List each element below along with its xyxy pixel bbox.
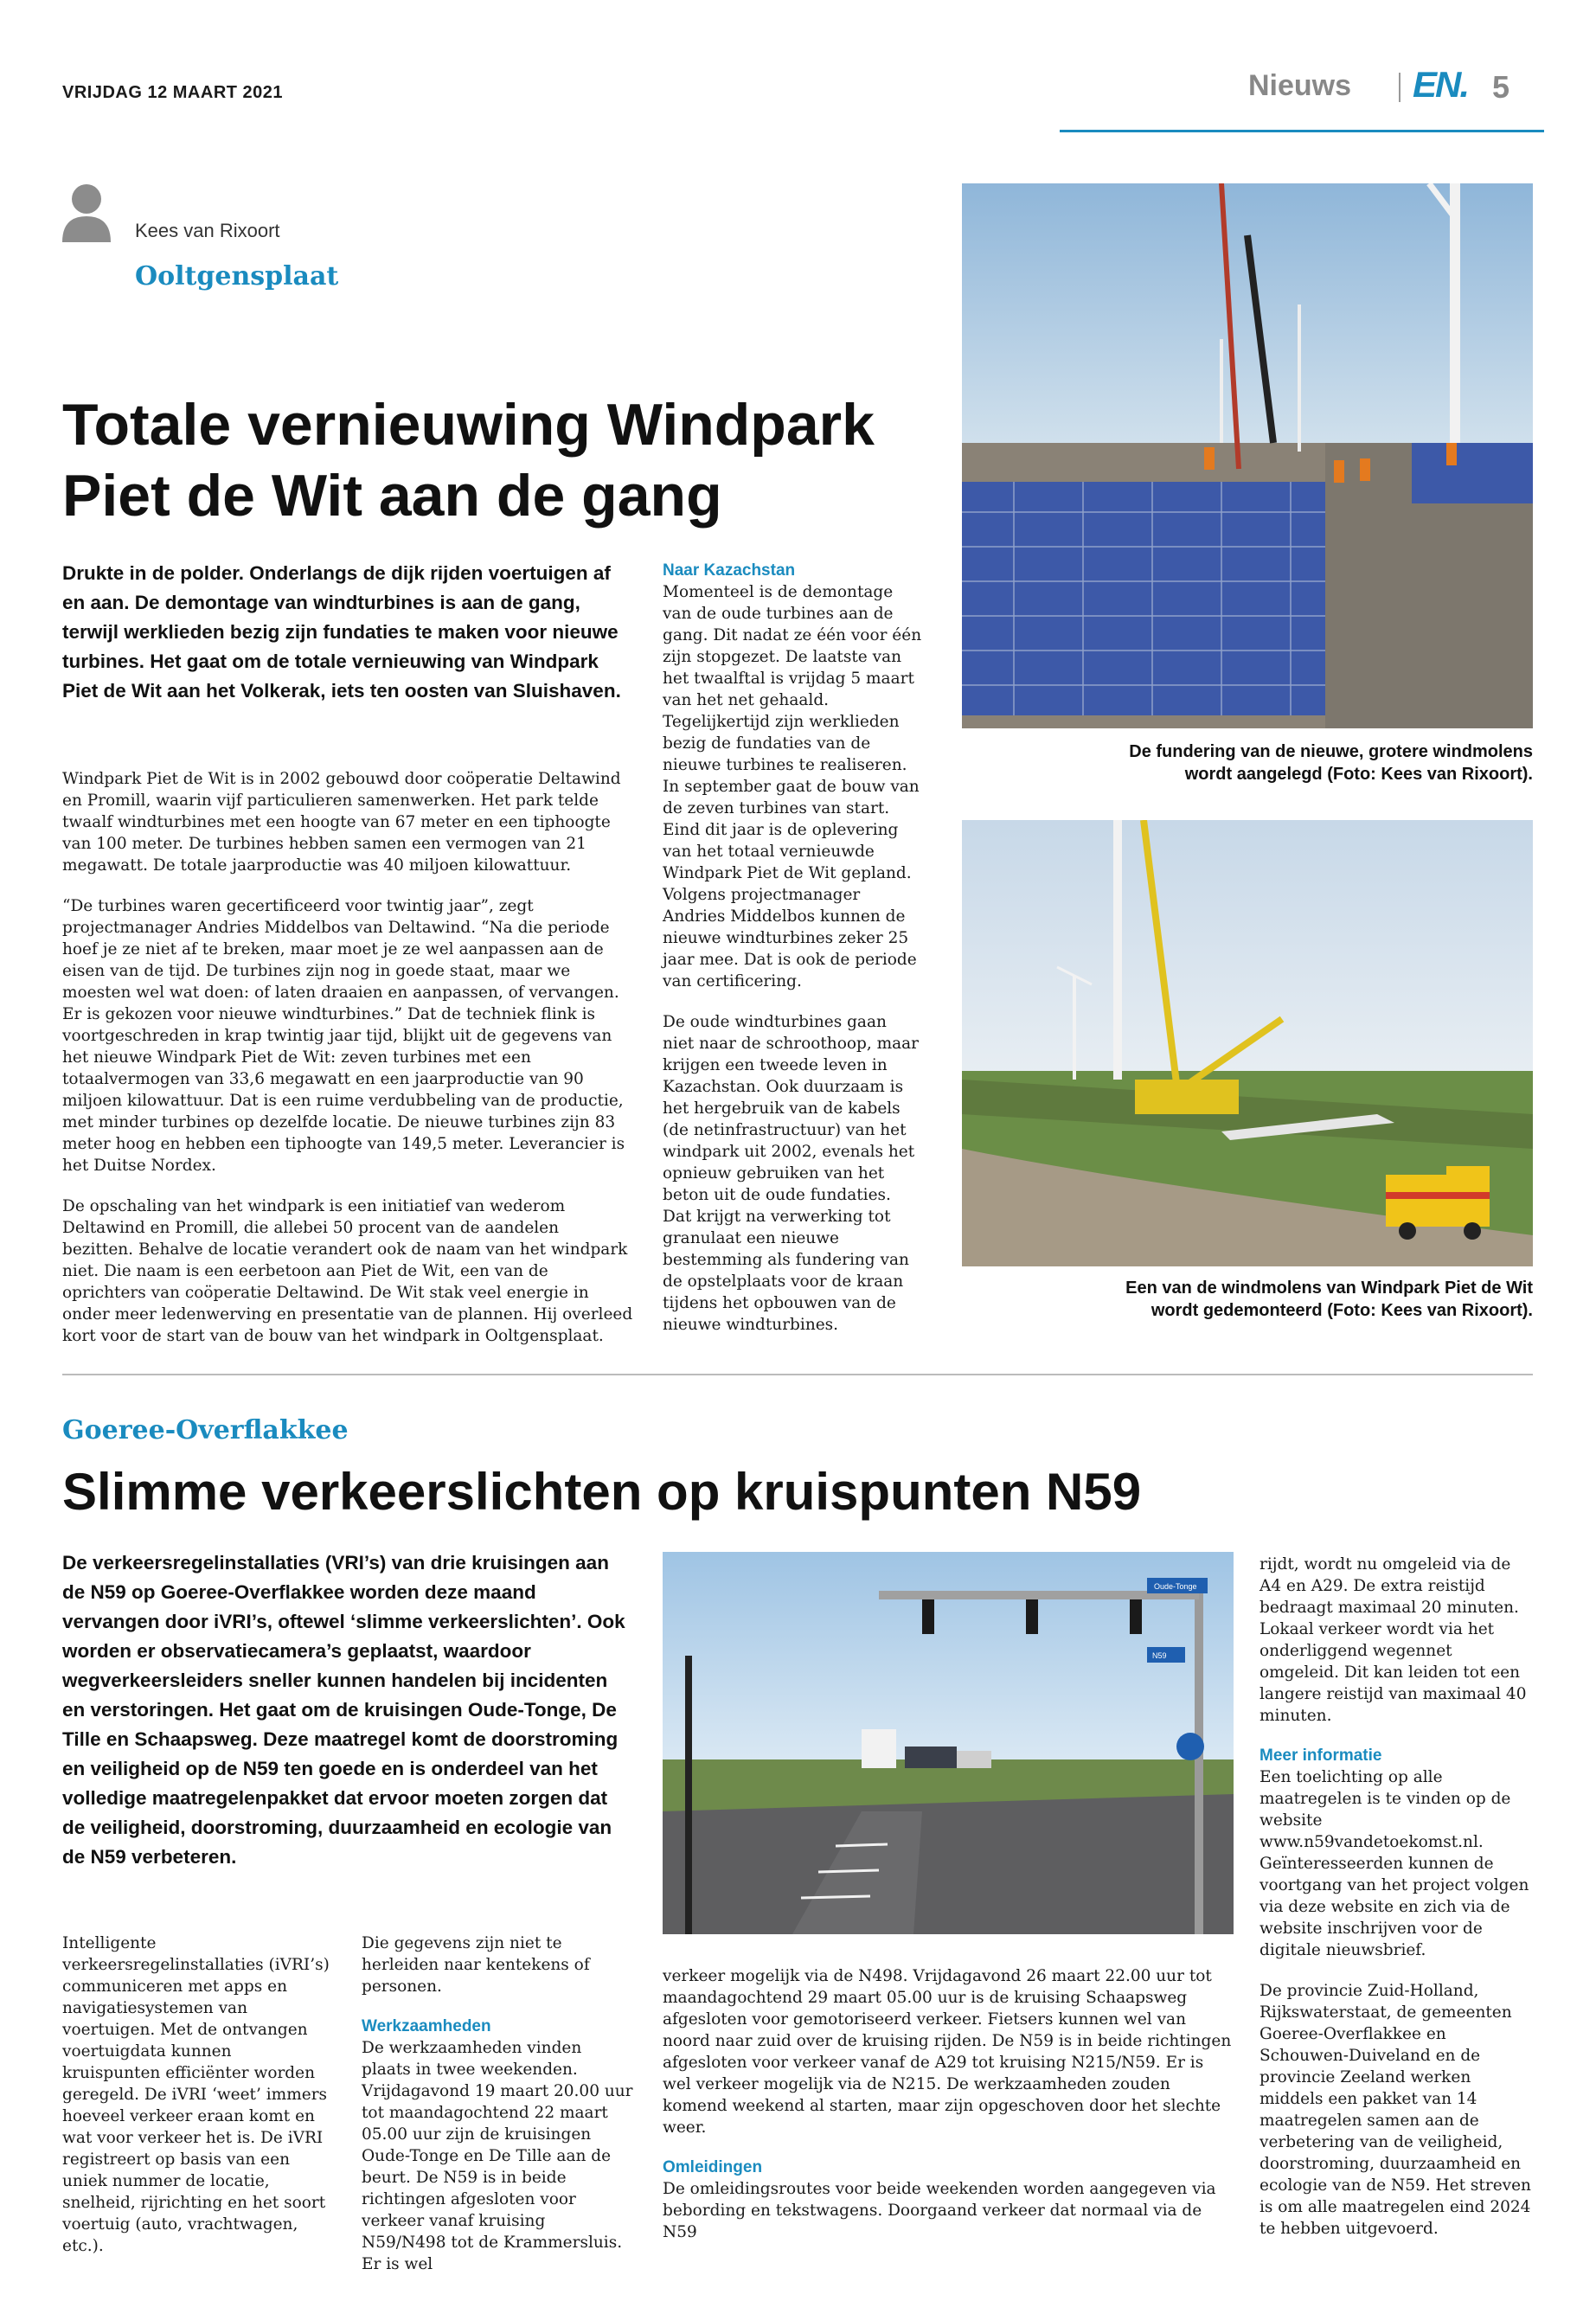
caption-line: wordt aangelegd (Foto: Kees van Rixoort). (1184, 765, 1533, 784)
caption-line: Een van de windmolens van Windpark Piet de Wit (1125, 1279, 1533, 1298)
paragraph: De oude windturbines gaan niet naar de schroothoop, maar krijgen een tweede leven in Kazachstan. Ook duurzaam is het hergebruik van de kabels (de netinfrastructuur) van het windpark uit 2002, evenals het opnieuw gebruiken van het beton uit de oude fundaties. Dat krijgt na verwerking tot granulaat een nieuwe bestemming als fundering van de opstelplaats voor de kraan tijdens het opbouwen van de nieuwe windturbines. (663, 1013, 920, 1334)
masthead (1060, 64, 1544, 132)
subheading: Werkzaamheden (362, 2017, 491, 2035)
sign-text: Oude-Tonge (1154, 1582, 1197, 1591)
paragraph: Een toelichting op alle maatregelen is te vinden op de website www.n59vandetoekomst.nl. Geïnteresseerden kunnen de voortgang van het project volgen via deze website en zich via de website inschrijven voor de digitale nieuwsbrief. (1259, 1768, 1529, 1959)
photo-crane (962, 820, 1533, 1266)
article-body-col3 (663, 1965, 1234, 2262)
author-byline: Kees van Rixoort (135, 220, 280, 241)
article-body-col1 (62, 1932, 330, 2276)
paragraph: De provincie Zuid-Holland, Rijkswaterstaat, de gemeenten Goeree-Overflakkee en Schouwen-Duiveland en de provincie Zeeland werken middels een pakket van 14 maatregelen samen aan de verbetering van de veiligheid, doorstroming, duurzaamheid en ecologie van de N59. Het streven is om alle maatregelen eind 2024 te hebben uitgevoerd. (1259, 1982, 1531, 2238)
page-number: 5 (1492, 69, 1510, 105)
photo-caption (962, 1277, 1533, 1322)
article-lead: De verkeersregelinstallaties (VRI’s) van drie kruisingen aan de N59 op Goeree-Overflakkee worden deze maand vervangen door iVRI’s, oftewel ‘slimme verkeerslichten’. Ook worden er observatiecamera’s geplaatst, waardoor wegverkeersleiders sneller kunnen handelen bij incidenten en verstoringen. Het gaat om de kruisingen Oude-Tonge, De Tille en Schaapsweg. Deze maatregel komt de doorstroming en veiligheid op de N59 ten goede en is onderdeel van het volledige maatregelenpakket dat ervoor moeten zorgen dat de veiligheid, doorstroming, duurzaamheid en ecologie van de N59 verbeteren. (62, 1552, 625, 1868)
paragraph: De opschaling van het windpark is een initiatief van wederom Deltawind en Promill, die allebei 50 procent van de aandelen bezitten. Behalve de locatie verandert ook de naam van het windpark niet. Die naam is een eerbetoon aan Piet de Wit, een van de oprichters van coöperatie Deltawind. De Wit stak veel energie in onder meer ledenwerving en presentatie van de plannen. Hij overleed kort voor de start van de bouw van het windpark in Ooltgensplaat. (62, 1197, 633, 1345)
paragraph: De omleidingsroutes voor beide weekenden worden aangegeven via bebording en tekstwagens. Doorgaand verkeer dat normaal via de N59 (663, 2180, 1216, 2241)
paragraph: De werkzaamheden vinden plaats in twee weekenden. Vrijdagavond 19 maart 20.00 uur tot maandagochtend 22 maart 05.00 uur zijn de kruisingen Oude-Tonge en De Tille aan de beurt. De N59 is in beide richtingen afgesloten voor verkeer vanaf kruising N59/N498 tot de Krammersluis. Er is wel (362, 2039, 633, 2273)
article-body-col2 (663, 561, 922, 1355)
article-lead: Drukte in de polder. Onderlangs de dijk rijden voertuigen af en aan. De demontage van windturbines is aan de gang, terwijl werklieden bezig zijn fundaties te maken voor nieuwe turbines. Het gaat om de totale vernieuwing van Windpark Piet de Wit aan het Volkerak, iets ten oosten van Sluishaven. (62, 562, 621, 702)
headline-line: Totale vernieuwing Windpark (62, 392, 875, 458)
section-divider (62, 1374, 1533, 1375)
photo-foundation (962, 183, 1533, 728)
dateline: Ooltgensplaat (135, 261, 339, 292)
section-label: Goeree-Overflakkee (62, 1415, 349, 1445)
subheading: Meer informatie (1259, 1747, 1382, 1765)
en-logo: EN. (1413, 64, 1469, 105)
paragraph: Windpark Piet de Wit is in 2002 gebouwd door coöperatie Deltawind en Promill, waarin vijf particulieren samenwerken. Het park telde twaalf windturbines met een hoogte van 67 meter en een tiphoogte van 100 meter. De turbines hebben samen een vermogen van 21 megawatt. De totale jaarproductie was 40 miljoen kilowattuur. (62, 770, 621, 875)
subheading: Omleidingen (663, 2158, 763, 2176)
masthead-divider (1399, 73, 1401, 102)
caption-line: wordt gedemonteerd (Foto: Kees van Rixoort). (1151, 1301, 1533, 1320)
headline-line: Piet de Wit aan de gang (62, 463, 722, 529)
paragraph: Intelligente verkeersregelinstallaties (iVRI’s) communiceren met apps en navigatiesystemen van voertuigen. Met de ontvangen voertuigdata kunnen kruispunten efficiënter worden geregeld. De iVRI ‘weet’ immers hoeveel verkeer eraan komt en wat voor verkeer het is. De iVRI registreert op basis van een uniek nummer de locatie, snelheid, rijrichting en het soort voertuig (auto, vrachtwagen, etc.). (62, 1934, 330, 2255)
paragraph: rijdt, wordt nu omgeleid via de A4 en A29. De extra reistijd bedraagt maximaal 20 minuten. Lokaal verkeer wordt via het onderliggend wegennet omgeleid. Dit kan leiden tot een langere reistijd van maximaal 40 minuten. (1259, 1555, 1527, 1725)
paragraph: Die gegevens zijn niet te herleiden naar kentekens of personen. (362, 1934, 590, 1996)
photo-caption (962, 740, 1533, 785)
paragraph: verkeer mogelijk via de N498. Vrijdagavond 26 maart 22.00 uur tot maandagochtend 29 maart 05.00 uur is de kruising Schaapsweg afgesloten voor gemotoriseerd verkeer. Fietsers kunnen wel van noord naar zuid over de kruising rijden. De N59 is in beide richtingen afgesloten voor verkeer vanaf de A29 tot kruising N215/N59. Er is wel verkeer mogelijk via de N215. De werkzaamheden zouden komend weekend al starten, maar zijn opgeschoven door het slechte weer. (663, 1967, 1232, 2137)
issue-date: VRIJDAG 12 MAART 2021 (62, 83, 284, 102)
article-body-col2 (362, 1932, 633, 2294)
section-label: Nieuws (1248, 69, 1352, 102)
caption-line: De fundering van de nieuwe, grotere windmolens (1129, 742, 1533, 761)
paragraph: Momenteel is de demontage van de oude turbines aan de gang. Dit nadat ze één voor één zijn stopgezet. De laatste van het twaalftal is vrijdag 5 maart van het net gehaald. Tegelijkertijd zijn werklieden bezig de fundaties van de nieuwe turbines te realiseren. In september gaat de bouw van de zeven turbines van start. Eind dit jaar is de oplevering van het totaal vernieuwde Windpark Piet de Wit gepland. Volgens projectmanager Andries Middelbos kunnen de nieuwe windturbines zeker 25 jaar mee. Dat is ook de periode van certificering. (663, 583, 922, 990)
author-avatar-icon (62, 182, 111, 242)
article-headline (62, 389, 927, 531)
article-body-col4 (1259, 1554, 1533, 2259)
paragraph: “De turbines waren gecertificeerd voor twintig jaar”, zegt projectmanager Andries Middelbos van Deltawind. “Na die periode hoef je ze niet af te breken, maar moet je ze wel aanpassen aan de eisen van de tijd. De turbines zijn nog in goede staat, maar we moesten wel wat doen: of laten draaien en aanpassen, of vervangen. Er is gekozen voor nieuwe windturbines.” Dat de techniek flink is voortgeschreden in krap twintig jaar tijd, blijkt uit de gegevens van het nieuwe Windpark Piet de Wit: zeven turbines met een totaalvermogen van 33,6 megawatt en een jaarproductie van 90 miljoen kilowattuur. Dat is een ruime verdubbeling van de productie, met minder turbines op dezelfde locatie. De nieuwe turbines zijn 83 meter hoog en hebben een tiphoogte van 149,5 meter. Leverancier is het Duitse Nordex. (62, 897, 625, 1175)
sign-text: N59 (1152, 1651, 1167, 1660)
photo-traffic-lights (663, 1552, 1234, 1934)
subheading: Naar Kazachstan (663, 561, 796, 580)
article-body-col1 (62, 768, 633, 1366)
article-headline: Slimme verkeerslichten op kruispunten N59 (62, 1463, 1142, 1521)
